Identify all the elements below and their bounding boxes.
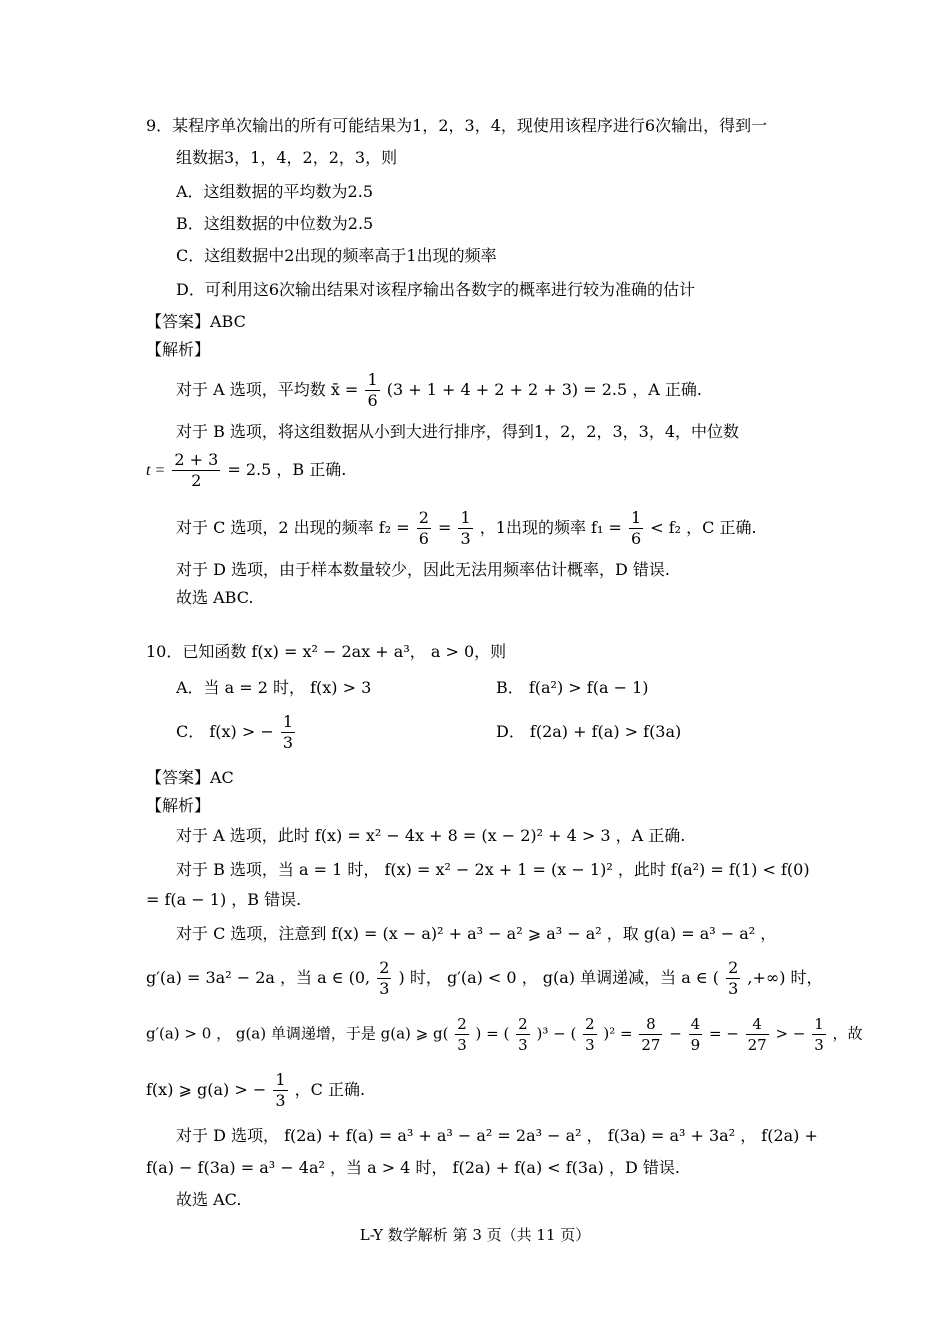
q10-analysis-a: 对于 A 选项，此时 f(x) = x² − 4x + 8 = (x − 2)² + 4 > 3 ，A 正确. bbox=[176, 826, 686, 845]
q9-option-b: B．这组数据的中位数为2.5 bbox=[176, 214, 374, 233]
q10-analysis-c-line1: 对于 C 选项，注意到 f(x) = (x − a)² + a³ − a² ⩾ a³ − a² ，取 g(a) = a³ − a² ， bbox=[176, 924, 777, 943]
q10-option-b: B． f(a²) > f(a − 1) bbox=[496, 678, 649, 697]
q9-answer: 【答案】ABC bbox=[146, 312, 246, 331]
q10-answer: 【答案】AC bbox=[146, 768, 234, 787]
q10-option-d: D． f(2a) + f(a) > f(3a) bbox=[496, 722, 682, 741]
q10-analysis-c-line3: g′(a) > 0 ， g(a) 单调递增，于是 g(a) ⩾ g( $\frac{2}{3}$ ) = ( $\frac{2}{3}$ )³ − ( $\frac{2}{3}$ )² = $\frac{8}{27}$ − $\frac{4}{9}$ = − $\frac{4}{27}$ > − $\frac{1}{3}$ ，故 bbox=[146, 1015, 863, 1054]
q10-analysis-label: 【解析】 bbox=[146, 796, 211, 815]
q10-analysis-b-line2: = f(a − 1) ，B 错误. bbox=[146, 890, 302, 909]
q9-analysis-a bbox=[176, 370, 702, 411]
q9-analysis-d: 对于 D 选项，由于样本数量较少，因此无法用频率估计概率，D 错误. bbox=[176, 560, 671, 579]
q10-analysis-c-line2: g′(a) = 3a² − 2a ，当 a ∈ (0, $\frac{2}{3}$ ) 时， g′(a) < 0 ， g(a) 单调递减，当 a ∈ ( $\frac{2}{3}$ ,+∞) 时， bbox=[146, 958, 823, 998]
q10-conclusion: 故选 AC. bbox=[176, 1190, 242, 1209]
q9-a-pre: 对于 A 选项，平均数 x̄ = bbox=[176, 380, 359, 399]
q10-analysis-d-line1: 对于 D 选项， f(2a) + f(a) = a³ + a³ − a² = 2a³ − a² ， f(3a) = a³ + 3a² ， f(2a) + bbox=[176, 1126, 818, 1145]
q9-option-c: C．这组数据中2出现的频率高于1出现的频率 bbox=[176, 246, 497, 265]
q9-a-fraction: $\frac{1}{6}$ bbox=[367, 370, 378, 410]
q9-conclusion: 故选 ABC. bbox=[176, 588, 254, 607]
q9-option-a: A．这组数据的平均数为2.5 bbox=[176, 182, 374, 201]
page-footer: L-Y 数学解析 第 3 页（共 11 页） bbox=[359, 1226, 591, 1244]
q9-b-fraction: $\frac{2 + 3}{2}$ bbox=[174, 450, 219, 490]
q10-option-a: A．当 a = 2 时， f(x) > 3 bbox=[176, 678, 372, 697]
q10-stem: 10．已知函数 f(x) = x² − 2ax + a³， a > 0，则 bbox=[146, 642, 507, 661]
q9-analysis-label: 【解析】 bbox=[146, 340, 211, 359]
q10-analysis-c-line4: f(x) ⩾ g(a) > − $\frac{1}{3}$ ，C 正确. bbox=[146, 1070, 366, 1110]
q9-a-post: (3 + 1 + 4 + 2 + 2 + 3) = 2.5 ，A 正确. bbox=[386, 380, 703, 399]
q9-stem-line2: 组数据3，1，4，2，2，3，则 bbox=[176, 148, 398, 167]
q9-analysis-c: 对于 C 选项，2 出现的频率 f₂ = $\frac{2}{6}$ = $\frac{1}{3}$ ，1出现的频率 f₁ = $\frac{1}{6}$ < f₂ ，C 正确. bbox=[176, 508, 757, 548]
q10-analysis-d-line2: f(a) − f(3a) = a³ − 4a² ，当 a > 4 时， f(2a) + f(a) < f(3a) ，D 错误. bbox=[146, 1158, 680, 1177]
q9-analysis-b-line2: t = $\frac{2 + 3}{2}$ = 2.5 ，B 正确. bbox=[146, 450, 347, 490]
q10-option-c: C． f(x) > − $\frac{1}{3}$ bbox=[176, 712, 294, 752]
q9-option-d: D．可利用这6次输出结果对该程序输出各数字的概率进行较为准确的估计 bbox=[176, 280, 696, 299]
q10-analysis-b-line1: 对于 B 选项，当 a = 1 时， f(x) = x² − 2x + 1 = (x − 1)² ，此时 f(a²) = f(1) < f(0) bbox=[176, 860, 810, 879]
q9-stem-line1: 9．某程序单次输出的所有可能结果为1，2，3，4，现使用该程序进行6次输出，得到一 bbox=[146, 116, 768, 135]
q9-analysis-b-line1: 对于 B 选项，将这组数据从小到大进行排序，得到1，2，2，3，3，4，中位数 bbox=[176, 422, 740, 441]
